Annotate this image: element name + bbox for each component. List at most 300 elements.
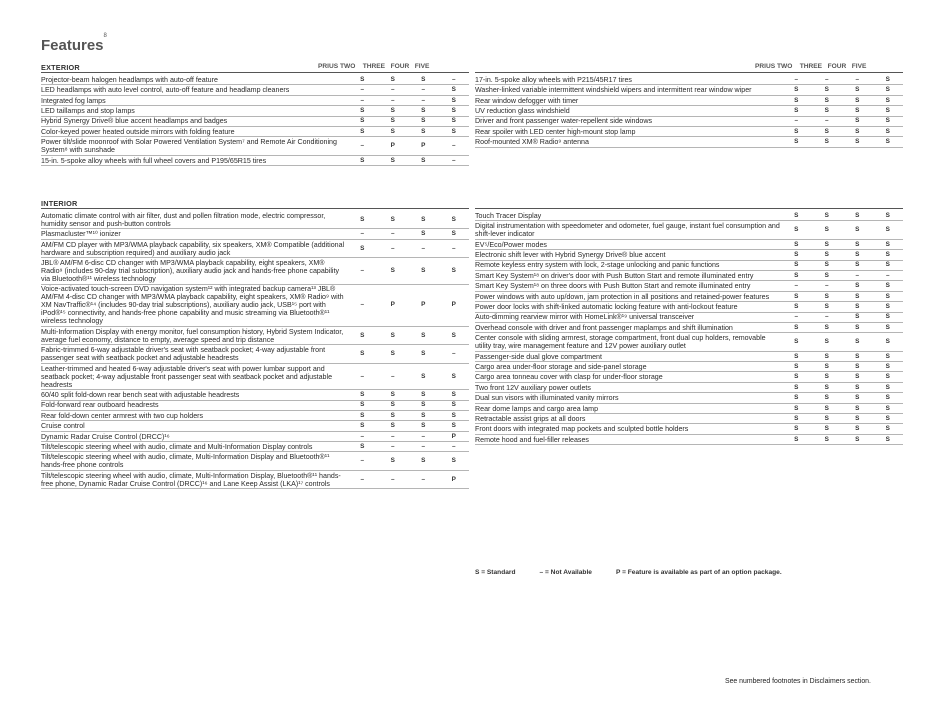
table-row [475,393,903,403]
availability-cell: S [451,230,456,238]
availability-cell: S [794,383,799,391]
availability-cell: S [855,414,860,422]
availability-cell: S [855,138,860,146]
availability-cell: S [794,240,799,248]
feature-name: Front doors with integrated map pockets and sculpted bottle holders [475,425,689,434]
feature-name: Rear dome lamps and cargo area lamp [475,404,599,413]
feature-name: Projector-beam halogen headlamps with auto-off feature [41,75,218,84]
availability-cell: S [885,373,890,381]
feature-name: Rear window defogger with timer [475,96,579,105]
availability-cell: S [794,414,799,422]
page-title: Features$^8$ [41,33,107,54]
availability-cell: S [794,271,799,279]
feature-name: Digital instrumentation with speedometer and odometer, fuel gauge, instant fuel consumption and shift-lever indicator [475,222,780,239]
availability-cell: S [360,244,365,252]
feature-name: Power door locks with shift-linked automatic locking feature with anti-lockout feature [475,303,738,312]
feature-name: Power tilt/slide moonroof with Solar Powered Ventilation System⁷ and Remote Air Conditioning System⁸ with sunshade [41,138,337,155]
availability-cell: S [885,211,890,219]
table-row [475,106,903,116]
availability-cell: S [855,211,860,219]
availability-cell: S [824,211,829,219]
availability-cell: S [794,226,799,234]
availability-cell: S [855,313,860,321]
availability-cell: S [824,127,829,135]
availability-cell: S [824,292,829,300]
availability-cell: S [794,292,799,300]
availability-cell: S [451,372,456,380]
grade-five: FIVE [851,63,867,70]
table-row [41,240,469,258]
availability-cell: S [421,350,426,358]
availability-cell: S [855,338,860,346]
availability-cell: – [421,244,426,252]
availability-cell: – [421,442,426,450]
availability-cell: – [390,86,395,94]
availability-cell: S [360,422,365,430]
availability-cell: S [421,372,426,380]
availability-cell: – [390,442,395,450]
feature-name: Fold-forward rear outboard headrests [41,401,159,410]
table-row [475,362,903,372]
table-row [41,411,469,421]
availability-cell: S [451,127,456,135]
availability-cell: S [390,156,395,164]
feature-name: EV⁵/Eco/Power modes [475,240,547,249]
availability-cell: S [855,373,860,381]
feature-name: 15-in. 5-spoke alloy wheels with full wheel covers and P195/65R15 tires [41,156,267,165]
interior-right-table [475,211,903,445]
availability-cell: – [390,96,395,104]
table-row [41,211,469,229]
availability-cell: S [824,138,829,146]
availability-cell: S [360,127,365,135]
table-row [41,327,469,345]
availability-cell: – [421,86,426,94]
availability-cell: S [451,401,456,409]
feature-name: Roof-mounted XM® Radio⁹ antenna [475,138,589,147]
availability-cell: P [451,432,456,440]
availability-cell: S [360,117,365,125]
table-row [41,345,469,363]
feature-name: Cruise control [41,422,85,431]
availability-cell: S [451,267,456,275]
availability-cell: S [885,292,890,300]
availability-cell: S [885,414,890,422]
availability-cell: S [824,362,829,370]
exterior-right-table [475,75,903,148]
availability-cell: – [794,282,799,290]
availability-cell: S [855,383,860,391]
availability-cell: S [390,457,395,465]
availability-cell: – [360,475,365,483]
availability-cell: S [421,75,426,83]
availability-cell: S [824,226,829,234]
feature-name: Remote hood and fuel-filler releases [475,435,589,444]
availability-cell: – [451,156,456,164]
availability-cell: S [794,211,799,219]
availability-cell: S [794,425,799,433]
availability-cell: S [824,383,829,391]
feature-name: Smart Key System¹⁸ on driver's door with Push Button Start and remote illuminated entry [475,271,754,280]
availability-cell: S [794,138,799,146]
availability-cell: S [794,261,799,269]
table-row [475,372,903,382]
feature-name: Overhead console with driver and front passenger maplamps and shift illumination [475,323,733,332]
availability-cell: S [360,75,365,83]
availability-cell: – [421,432,426,440]
availability-cell: S [885,362,890,370]
footnote: See numbered footnotes in Disclaimers section. [725,678,871,685]
table-row [41,127,469,137]
availability-cell: S [885,251,890,259]
feature-name: Touch Tracer Display [475,211,542,220]
availability-cell: – [824,313,829,321]
availability-cell: S [855,117,860,125]
availability-cell: S [824,404,829,412]
availability-cell: S [390,215,395,223]
feature-name: Dynamic Radar Cruise Control (DRCC)¹⁶ [41,432,170,441]
availability-cell: S [855,435,860,443]
availability-cell: S [885,138,890,146]
availability-cell: P [451,301,456,309]
availability-cell: S [451,96,456,104]
feature-name: 60/40 split fold-down rear bench seat with adjustable headrests [41,391,240,400]
availability-cell: – [390,244,395,252]
table-row [475,292,903,302]
availability-cell: S [885,338,890,346]
availability-cell: – [824,117,829,125]
availability-cell: S [824,425,829,433]
availability-cell: S [794,404,799,412]
availability-cell: S [360,215,365,223]
table-row [475,261,903,271]
table-row [475,435,903,445]
table-row [475,383,903,393]
feature-name: LED taillamps and stop lamps [41,107,135,116]
availability-cell: S [390,117,395,125]
availability-cell: S [824,261,829,269]
table-row [41,390,469,400]
feature-name: Smart Key System¹⁸ on three doors with Push Button Start and remote illuminated entry [475,282,751,291]
availability-cell: S [824,240,829,248]
interior-rule-right [475,208,903,209]
availability-cell: S [451,215,456,223]
availability-cell: S [390,107,395,115]
availability-cell: S [451,331,456,339]
grade-headers-right [755,63,905,70]
table-row [475,302,903,312]
feature-name: Electronic shift lever with Hybrid Synergy Drive® blue accent [475,251,666,260]
availability-cell: S [885,226,890,234]
grade-five: FIVE [414,63,430,70]
feature-name: Cargo area under-floor storage and side-panel storage [475,362,647,371]
feature-name: Tilt/telescopic steering wheel with audio, climate and Multi-Information Display controls [41,442,313,451]
grade-three: THREE [362,63,386,70]
feature-name: Tilt/telescopic steering wheel with audio, climate, Multi-Information Display, Bluetooth®¹¹ hands-free phone, Dynamic Radar Cruise Control (DRCC)¹⁶ and Lane Keep Assist (LKA)¹⁷ controls [41,471,341,488]
availability-cell: S [885,240,890,248]
availability-cell: S [885,303,890,311]
availability-cell: S [390,267,395,275]
table-row [41,137,469,155]
table-row [475,85,903,95]
feature-name: AM/FM CD player with MP3/WMA playback capability, six speakers, XM® Compatible (additional hardware and subscription required) and auxiliary audio jack [41,240,345,257]
availability-cell: S [885,96,890,104]
availability-cell: S [794,127,799,135]
interior-heading: INTERIOR [41,199,78,208]
table-row [41,106,469,116]
feature-name: Cargo area tonneau cover with clasp for under-floor storage [475,373,663,382]
table-row [41,229,469,239]
table-row [475,352,903,362]
availability-cell: S [360,442,365,450]
availability-cell: S [824,352,829,360]
availability-cell: S [885,435,890,443]
availability-cell: S [855,282,860,290]
availability-cell: P [451,475,456,483]
table-row [475,271,903,281]
availability-cell: S [855,240,860,248]
availability-cell: – [390,230,395,238]
table-row [41,364,469,390]
availability-cell: S [794,394,799,402]
availability-cell: S [885,394,890,402]
table-row [475,414,903,424]
feature-name: Integrated fog lamps [41,96,106,105]
availability-cell: S [885,404,890,412]
availability-cell: S [855,394,860,402]
availability-cell: S [794,251,799,259]
feature-name: Auto-dimming rearview mirror with HomeLink®¹⁹ universal transceiver [475,313,695,322]
feature-name: Washer-linked variable intermittent windshield wipers and intermittent rear window wiper [475,86,752,95]
availability-cell: S [421,230,426,238]
feature-name: Multi-Information Display with energy monitor, fuel consumption history, Hybrid System Indicator, average fuel economy, distance to empty, average speed and trip distance [41,327,344,344]
availability-cell: – [360,142,365,150]
availability-cell: S [855,292,860,300]
table-row [475,424,903,434]
availability-cell: S [390,127,395,135]
availability-cell: S [885,323,890,331]
availability-cell: S [451,422,456,430]
availability-cell: S [824,394,829,402]
availability-cell: S [885,261,890,269]
availability-cell: S [885,107,890,115]
feature-name: 17-in. 5-spoke alloy wheels with P215/45R17 tires [475,75,632,84]
table-row [41,75,469,85]
availability-cell: S [794,352,799,360]
availability-cell: – [824,282,829,290]
availability-cell: – [360,86,365,94]
availability-cell: S [421,107,426,115]
availability-cell: S [855,96,860,104]
table-row [41,117,469,127]
availability-cell: – [451,244,456,252]
legend [475,569,782,576]
availability-cell: S [421,156,426,164]
availability-cell: S [421,215,426,223]
availability-cell: – [360,372,365,380]
availability-cell: S [885,383,890,391]
feature-name: Automatic climate control with air filter, dust and pollen filtration mode, electric compressor, humidity sensor and push-button controls [41,211,326,228]
availability-cell: S [421,267,426,275]
feature-name: Rear spoiler with LED center high-mount stop lamp [475,127,636,136]
availability-cell: – [794,117,799,125]
grade-four: FOUR [390,63,410,70]
table-row [475,127,903,137]
availability-cell: S [794,362,799,370]
feature-name: Plasmacluster™¹⁰ ionizer [41,230,121,239]
availability-cell: S [824,86,829,94]
table-row [475,333,903,351]
feature-name: Color-keyed power heated outside mirrors with folding feature [41,127,235,136]
availability-cell: S [360,411,365,419]
availability-cell: S [855,303,860,311]
table-row [475,250,903,260]
table-row [475,404,903,414]
availability-cell: S [794,303,799,311]
feature-name: Two front 12V auxiliary power outlets [475,383,591,392]
table-row [41,156,469,166]
exterior-rule-right [475,72,903,73]
availability-cell: – [390,475,395,483]
availability-cell: S [885,117,890,125]
availability-cell: S [421,457,426,465]
availability-cell: S [885,86,890,94]
table-row [475,211,903,221]
feature-name: Voice-activated touch-screen DVD navigation system¹² with integrated backup camera¹³ JBL® AM/FM 4-disc CD changer with MP3/WMA playback capability, eight speakers, XM® Radio⁹ with XM NavTraffic®¹⁴ (includes 90-day trial subscriptions), auxiliary audio jack, USB¹⁵ port with iPod®¹⁵ connectivity, and hands-free phone capability and music streaming via Bluetooth®¹¹ wireless technology [41,285,344,326]
table-row [41,442,469,452]
availability-cell: S [794,435,799,443]
table-row [41,452,469,470]
availability-cell: – [451,75,456,83]
feature-name: Remote keyless entry system with lock, 2-stage unlocking and panic functions [475,261,720,270]
availability-cell: S [421,127,426,135]
availability-cell: S [885,352,890,360]
availability-cell: S [360,156,365,164]
availability-cell: S [824,271,829,279]
table-row [475,221,903,239]
availability-cell: – [824,75,829,83]
feature-name: Rear fold-down center armrest with two cup holders [41,411,204,420]
availability-cell: – [885,271,890,279]
table-row [41,432,469,442]
feature-name: Driver and front passenger water-repellent side windows [475,117,653,126]
availability-cell: – [360,432,365,440]
exterior-left-table [41,75,469,166]
availability-cell: – [360,457,365,465]
availability-cell: S [885,282,890,290]
availability-cell: – [855,271,860,279]
grade-headers-left [318,63,458,70]
availability-cell: – [360,96,365,104]
table-row [475,323,903,333]
feature-name: Tilt/telescopic steering wheel with audio, climate, Multi-Information Display and Bluetooth®¹¹ hands-free phone controls [41,453,330,470]
grade-prius-two: PRIUS TWO [318,63,356,70]
availability-cell: S [451,86,456,94]
availability-cell: S [855,86,860,94]
availability-cell: S [360,107,365,115]
availability-cell: S [794,107,799,115]
interior-left-table [41,211,469,489]
table-row [475,117,903,127]
availability-cell: S [390,401,395,409]
availability-cell: – [390,432,395,440]
availability-cell: S [855,226,860,234]
availability-cell: S [794,323,799,331]
interior-rule-left [41,208,469,209]
availability-cell: S [421,411,426,419]
availability-cell: S [421,391,426,399]
availability-cell: S [824,373,829,381]
availability-cell: S [824,251,829,259]
availability-cell: P [421,301,426,309]
feature-name: UV reduction glass windshield [475,107,570,116]
availability-cell: S [794,96,799,104]
availability-cell: S [855,107,860,115]
availability-cell: S [390,350,395,358]
table-row [41,258,469,284]
feature-name: Leather-trimmed and heated 6-way adjustable driver's seat with power lumbar support and seatback pocket; 4-way adjustable front passenger seat with seatback pocket and adjustable headrests [41,364,333,389]
availability-cell: S [855,261,860,269]
feature-name: Fabric-trimmed 6-way adjustable driver's seat with seatback pocket; 4-way adjustable front passenger seat with seatback pocket and adjustable headrests [41,346,326,363]
availability-cell: – [421,96,426,104]
availability-cell: – [451,442,456,450]
legend-standard: S = Standard [475,569,516,576]
availability-cell: – [360,301,365,309]
exterior-heading: EXTERIOR [41,63,80,72]
table-row [41,401,469,411]
availability-cell: S [855,362,860,370]
availability-cell: S [421,117,426,125]
availability-cell: – [794,75,799,83]
table-row [475,281,903,291]
availability-cell: S [390,422,395,430]
table-row [41,471,469,489]
availability-cell: S [421,401,426,409]
availability-cell: S [360,401,365,409]
availability-cell: S [390,411,395,419]
availability-cell: P [390,142,395,150]
availability-cell: – [451,350,456,358]
availability-cell: S [855,404,860,412]
feature-name: Center console with sliding armrest, storage compartment, front dual cup holders, removable utility tray, wire management feature and 12V power auxiliary outlet [475,334,766,351]
feature-name: LED headlamps with auto level control, auto-off feature and headlamp cleaners [41,86,290,95]
availability-cell: S [451,107,456,115]
table-row [41,421,469,431]
table-row [41,96,469,106]
feature-name: JBL® AM/FM 6-disc CD changer with MP3/WMA playback capability, eight speakers, XM® Radio⁹ (includes 90-day trial subscription), auxiliary audio jack and hands-free phone capability via Bluetooth®¹¹ wireless technology [41,259,339,284]
availability-cell: S [885,313,890,321]
table-row [475,96,903,106]
availability-cell: S [885,425,890,433]
legend-package: P = Feature is available as part of an option package. [615,569,782,576]
availability-cell: S [824,96,829,104]
availability-cell: S [360,331,365,339]
grade-four: FOUR [827,63,847,70]
availability-cell: S [855,352,860,360]
feature-name: Dual sun visors with illuminated vanity mirrors [475,394,619,403]
availability-cell: S [824,414,829,422]
table-row [475,137,903,147]
legend-not-available: – = Not Available [539,569,592,576]
availability-cell: S [824,107,829,115]
availability-cell: S [794,338,799,346]
availability-cell: S [794,373,799,381]
availability-cell: S [360,391,365,399]
availability-cell: S [360,350,365,358]
availability-cell: S [390,391,395,399]
availability-cell: S [885,127,890,135]
availability-cell: S [885,75,890,83]
